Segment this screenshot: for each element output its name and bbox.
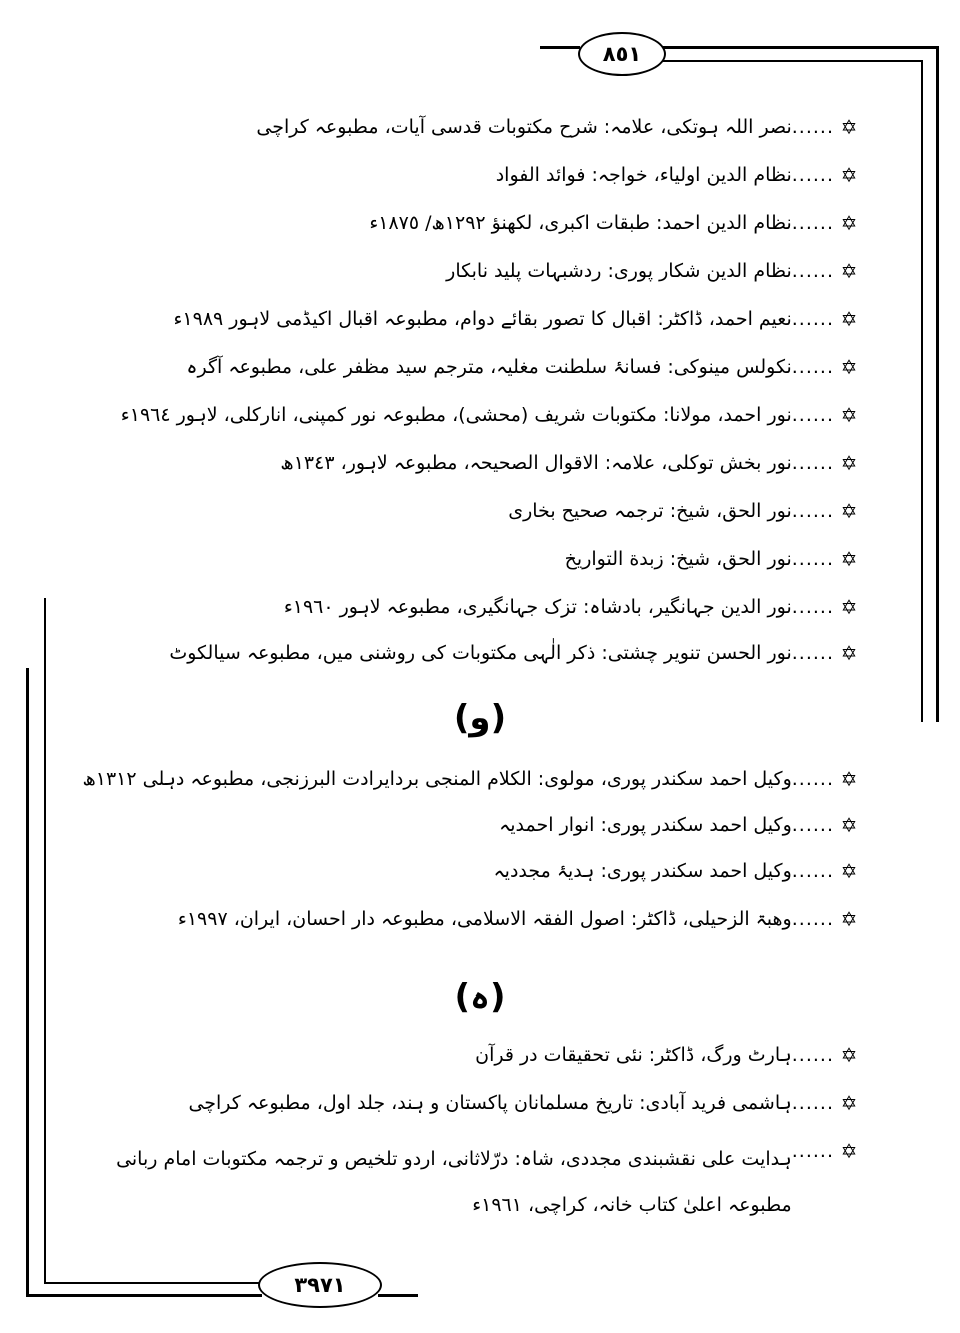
- star-bullet-icon: ✡: [840, 907, 858, 931]
- list-item: ✡ ...... نور الحق، شیخ: زبدة التواریخ: [565, 544, 862, 574]
- section-heading-he: (ہ): [454, 977, 506, 1017]
- list-item: ✡ ...... نظام الدین شکار پوری: ردشبہات پلید نابکار: [446, 256, 862, 286]
- frame-right-line-inner: [921, 60, 923, 722]
- entry-list-noon: [102, 112, 862, 672]
- footer-page-number: ٣٩٧١: [294, 1273, 346, 1297]
- frame-bottom-line-inner: [44, 1282, 262, 1284]
- list-item: ✡ ...... ہدایت علی نقشبندی مجددی، شاہ: درّلاثانی، اردو تلخیص و ترجمہ مکتوبات امام ربانی مطبوعہ اعلیٰ کتاب خانہ، کراچی، ١٩٦١ء: [92, 1136, 862, 1228]
- star-bullet-icon: ✡: [840, 115, 858, 139]
- frame-left-line-inner: [44, 598, 46, 1284]
- star-bullet-icon: ✡: [840, 403, 858, 427]
- frame-top-left-stub: [540, 46, 580, 49]
- list-item: ✡ ...... نکولس مینوکی: فسانۂ سلطنت مغلیہ، مترجم سید مظفر علی، مطبوعہ آگرہ: [186, 352, 862, 382]
- star-bullet-icon: ✡: [840, 451, 858, 475]
- star-bullet-icon: ✡: [840, 163, 858, 187]
- list-item: ✡ ...... نعیم احمد، ڈاکٹر: اقبال کا تصور بقائے دوام، مطبوعہ اقبال اکیڈمی لاہور ١٩٨٩ء: [173, 304, 862, 334]
- star-bullet-icon: ✡: [840, 547, 858, 571]
- frame-bottom-right-stub: [378, 1294, 418, 1297]
- list-item: ✡ ...... نظام الدین اولیاء، خواجہ: فوائد الفواد: [496, 160, 862, 190]
- list-item: ✡ ...... ہارٹ ورگ، ڈاکٹر: نئی تحقیقات در قرآن: [475, 1040, 862, 1070]
- star-bullet-icon: ✡: [840, 307, 858, 331]
- frame-right-line-outer: [936, 46, 939, 722]
- star-bullet-icon: ✡: [840, 813, 858, 837]
- list-item: ✡ ...... ہاشمی فرید آبادی: تاریخ مسلمانان پاکستان و ہند، جلد اول، مطبوعہ کراچی: [188, 1088, 862, 1118]
- star-bullet-icon: ✡: [840, 595, 858, 619]
- frame-bottom-line-outer: [26, 1294, 262, 1297]
- star-bullet-icon: ✡: [840, 767, 858, 791]
- list-item: ✡ ...... نور الدین جہانگیر، بادشاہ: تزک جہانگیری، مطبوعہ لاہور ١٩٦٠ء: [284, 592, 862, 622]
- frame-left-line-outer: [26, 668, 29, 1296]
- frame-top-line-outer: [655, 46, 938, 49]
- section-heading-waw: (و): [453, 698, 507, 738]
- list-item: ✡ ...... وکیل احمد سکندر پوری، مولوی: الکلام المنجی بردایرادت البرزنجی، مطبوعہ دہلی ١٣١٢ھ: [82, 764, 862, 794]
- list-item: ✡ ...... نور احمد، مولانا: مکتوبات شریف (محشی)، مطبوعہ نور کمپنی، انارکلی، لاہور ١٩٦٤ء: [121, 400, 862, 430]
- star-bullet-icon: ✡: [840, 211, 858, 235]
- header-page-number: ٨٥١: [602, 42, 642, 66]
- list-item: ✡ ...... وکیل احمد سکندر پوری: انوار احمدیہ: [499, 810, 862, 840]
- list-item: ✡ ...... نور الحسن تنویر چشتی: ذکر الٰہی مکتوبات کی روشنی میں، مطبوعہ سیالکوٹ: [169, 638, 862, 668]
- list-item: ✡ ...... نور الحق، شیخ: ترجمہ صحیح بخاری: [508, 496, 862, 526]
- star-bullet-icon: ✡: [840, 259, 858, 283]
- star-bullet-icon: ✡: [840, 355, 858, 379]
- frame-top-line-inner: [655, 60, 923, 62]
- entry-list-he: [102, 1040, 862, 1240]
- star-bullet-icon: ✡: [840, 859, 858, 883]
- star-bullet-icon: ✡: [840, 1043, 858, 1067]
- list-item: ✡ ...... وکیل احمد سکندر پوری: ہدیۂ مجددیہ: [494, 856, 862, 886]
- star-bullet-icon: ✡: [840, 1091, 858, 1115]
- list-item: ✡ ...... نصر اللہ ہوتکی، علامہ: شرح مکتوبات قدسی آیات، مطبوعہ کراچی: [256, 112, 862, 142]
- star-bullet-icon: ✡: [840, 1139, 858, 1163]
- list-item: ✡ ...... نظام الدین احمد: طبقات اکبری، لکھنؤ ١٢٩٢ھ/ ١٨٧٥ء: [369, 208, 862, 238]
- star-bullet-icon: ✡: [840, 499, 858, 523]
- list-item: ✡ ...... وھبۃ الزحیلی، ڈاکٹر: اصول الفقہ الاسلامی، مطبوعہ دار احسان، ایران، ١٩٩٧ء: [178, 904, 862, 934]
- footer-page-number-oval: [258, 1262, 382, 1308]
- header-page-number-oval: [578, 32, 666, 76]
- list-item: ✡ ...... نور بخش توکلی، علامہ: الاقوال الصحیحہ، مطبوعہ لاہور، ١٣٤٣ھ: [280, 448, 862, 478]
- entry-list-waw: [82, 764, 862, 964]
- star-bullet-icon: ✡: [840, 641, 858, 665]
